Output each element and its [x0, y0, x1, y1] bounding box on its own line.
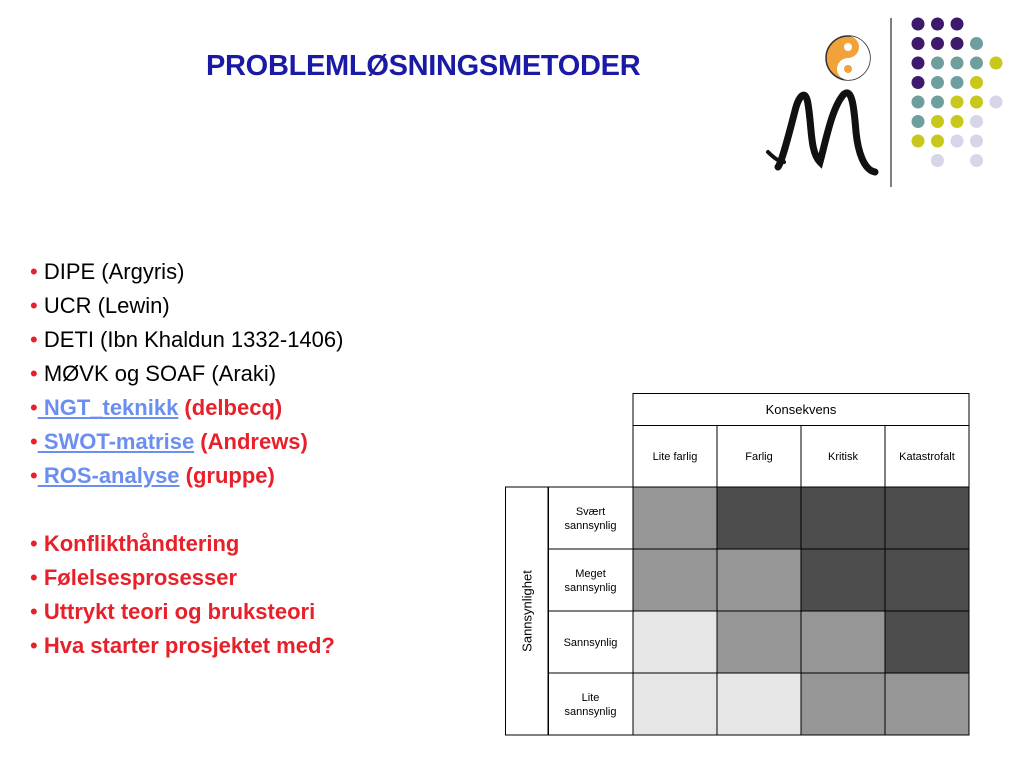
risk-cell [885, 487, 969, 549]
logo-dot [931, 154, 944, 167]
row-label: sannsynlig [564, 520, 617, 532]
dot-grid [912, 18, 1003, 168]
row-label-cell [548, 487, 633, 549]
logo-dot [931, 18, 944, 31]
list-item: • Hva starter prosjektet med? [30, 633, 335, 658]
ngt-link[interactable]: NGT_teknikk [37, 395, 179, 420]
logo-dot [931, 37, 944, 50]
logo-dot [912, 18, 925, 31]
risk-matrix [505, 393, 975, 738]
bullet-icon: • [30, 599, 38, 624]
column-header: Farlig [745, 451, 773, 463]
risk-cell [885, 611, 969, 673]
risk-cell [885, 673, 969, 735]
logo-dot [970, 135, 983, 148]
bullet-icon: • [30, 429, 38, 454]
list-item: • Konflikthåndtering [30, 531, 240, 556]
logo-dot [951, 37, 964, 50]
bullet-icon: • [30, 293, 38, 318]
bullet-icon: • [30, 633, 38, 658]
logo-m-icon [778, 93, 875, 172]
logo-dot [990, 57, 1003, 70]
list-item: • UCR (Lewin) [30, 293, 170, 318]
logo-dot [931, 76, 944, 89]
risk-cell [717, 611, 801, 673]
logo-dot [912, 135, 925, 148]
risk-cell [801, 673, 885, 735]
list-item: • DIPE (Argyris) [30, 259, 185, 284]
risk-cell [717, 487, 801, 549]
logo [760, 12, 1020, 192]
yin-yang-icon [826, 36, 870, 80]
logo-dot [912, 115, 925, 128]
swot-link[interactable]: SWOT-matrise [37, 429, 195, 454]
row-label: Svært [575, 506, 606, 518]
list-item: • NGT_teknikk (delbecq) [30, 395, 283, 420]
row-label-cell [548, 673, 633, 735]
risk-cell [801, 549, 885, 611]
row-label: sannsynlig [564, 706, 617, 718]
row-label: Lite [581, 692, 600, 704]
list-item: • MØVK og SOAF (Araki) [30, 361, 277, 386]
risk-cell [717, 549, 801, 611]
bullet-icon: • [30, 531, 38, 556]
bullet-icon: • [30, 395, 38, 420]
logo-dot [951, 135, 964, 148]
risk-cell [801, 611, 885, 673]
logo-dot [931, 135, 944, 148]
axis-label: Sannsynlighet [519, 570, 535, 652]
bullet-icon: • [30, 463, 38, 488]
column-header: Kritisk [828, 451, 858, 463]
logo-dot [951, 18, 964, 31]
logo-dot [990, 96, 1003, 109]
ros-link[interactable]: ROS-analyse [37, 463, 180, 488]
logo-dot [970, 154, 983, 167]
risk-cell [633, 487, 717, 549]
spacer [30, 493, 343, 527]
logo-dot [912, 57, 925, 70]
row-label: sannsynlig [564, 582, 617, 594]
logo-dot [912, 76, 925, 89]
logo-dot [931, 115, 944, 128]
list-item: • ROS-analyse (gruppe) [30, 463, 275, 488]
risk-cell [801, 487, 885, 549]
logo-dot [931, 96, 944, 109]
bullet-icon: • [30, 259, 38, 284]
logo-dot [970, 57, 983, 70]
bullet-icon: • [30, 327, 38, 352]
logo-dot [970, 76, 983, 89]
row-label: Meget [575, 568, 606, 580]
logo-dot [912, 37, 925, 50]
logo-dot [970, 115, 983, 128]
row-label: Sannsynlig [563, 637, 618, 649]
matrix-header: Konsekvens [765, 402, 837, 417]
logo-dot [970, 37, 983, 50]
bullet-icon: • [30, 361, 38, 386]
list-item: • Uttrykt teori og bruksteori [30, 599, 316, 624]
logo-dot [951, 76, 964, 89]
list-item: • DETI (Ibn Khaldun 1332-1406) [30, 327, 344, 352]
row-label-cell [548, 549, 633, 611]
slide-title: PROBLEMLØSNINGSMETODER [206, 50, 641, 82]
logo-dot [951, 57, 964, 70]
list-item: • Følelsesprosesser [30, 565, 238, 590]
logo-dot [970, 96, 983, 109]
logo-dot [912, 96, 925, 109]
risk-cell [885, 549, 969, 611]
logo-dot [931, 57, 944, 70]
column-header: Katastrofalt [899, 451, 955, 463]
risk-cell [717, 673, 801, 735]
bullet-icon: • [30, 565, 38, 590]
column-header: Lite farlig [652, 451, 698, 463]
list-item: • SWOT-matrise (Andrews) [30, 429, 308, 454]
risk-cell [633, 549, 717, 611]
logo-dot [951, 115, 964, 128]
logo-dot [951, 96, 964, 109]
bullet-list [30, 255, 343, 663]
risk-cell [633, 611, 717, 673]
risk-cell [633, 673, 717, 735]
